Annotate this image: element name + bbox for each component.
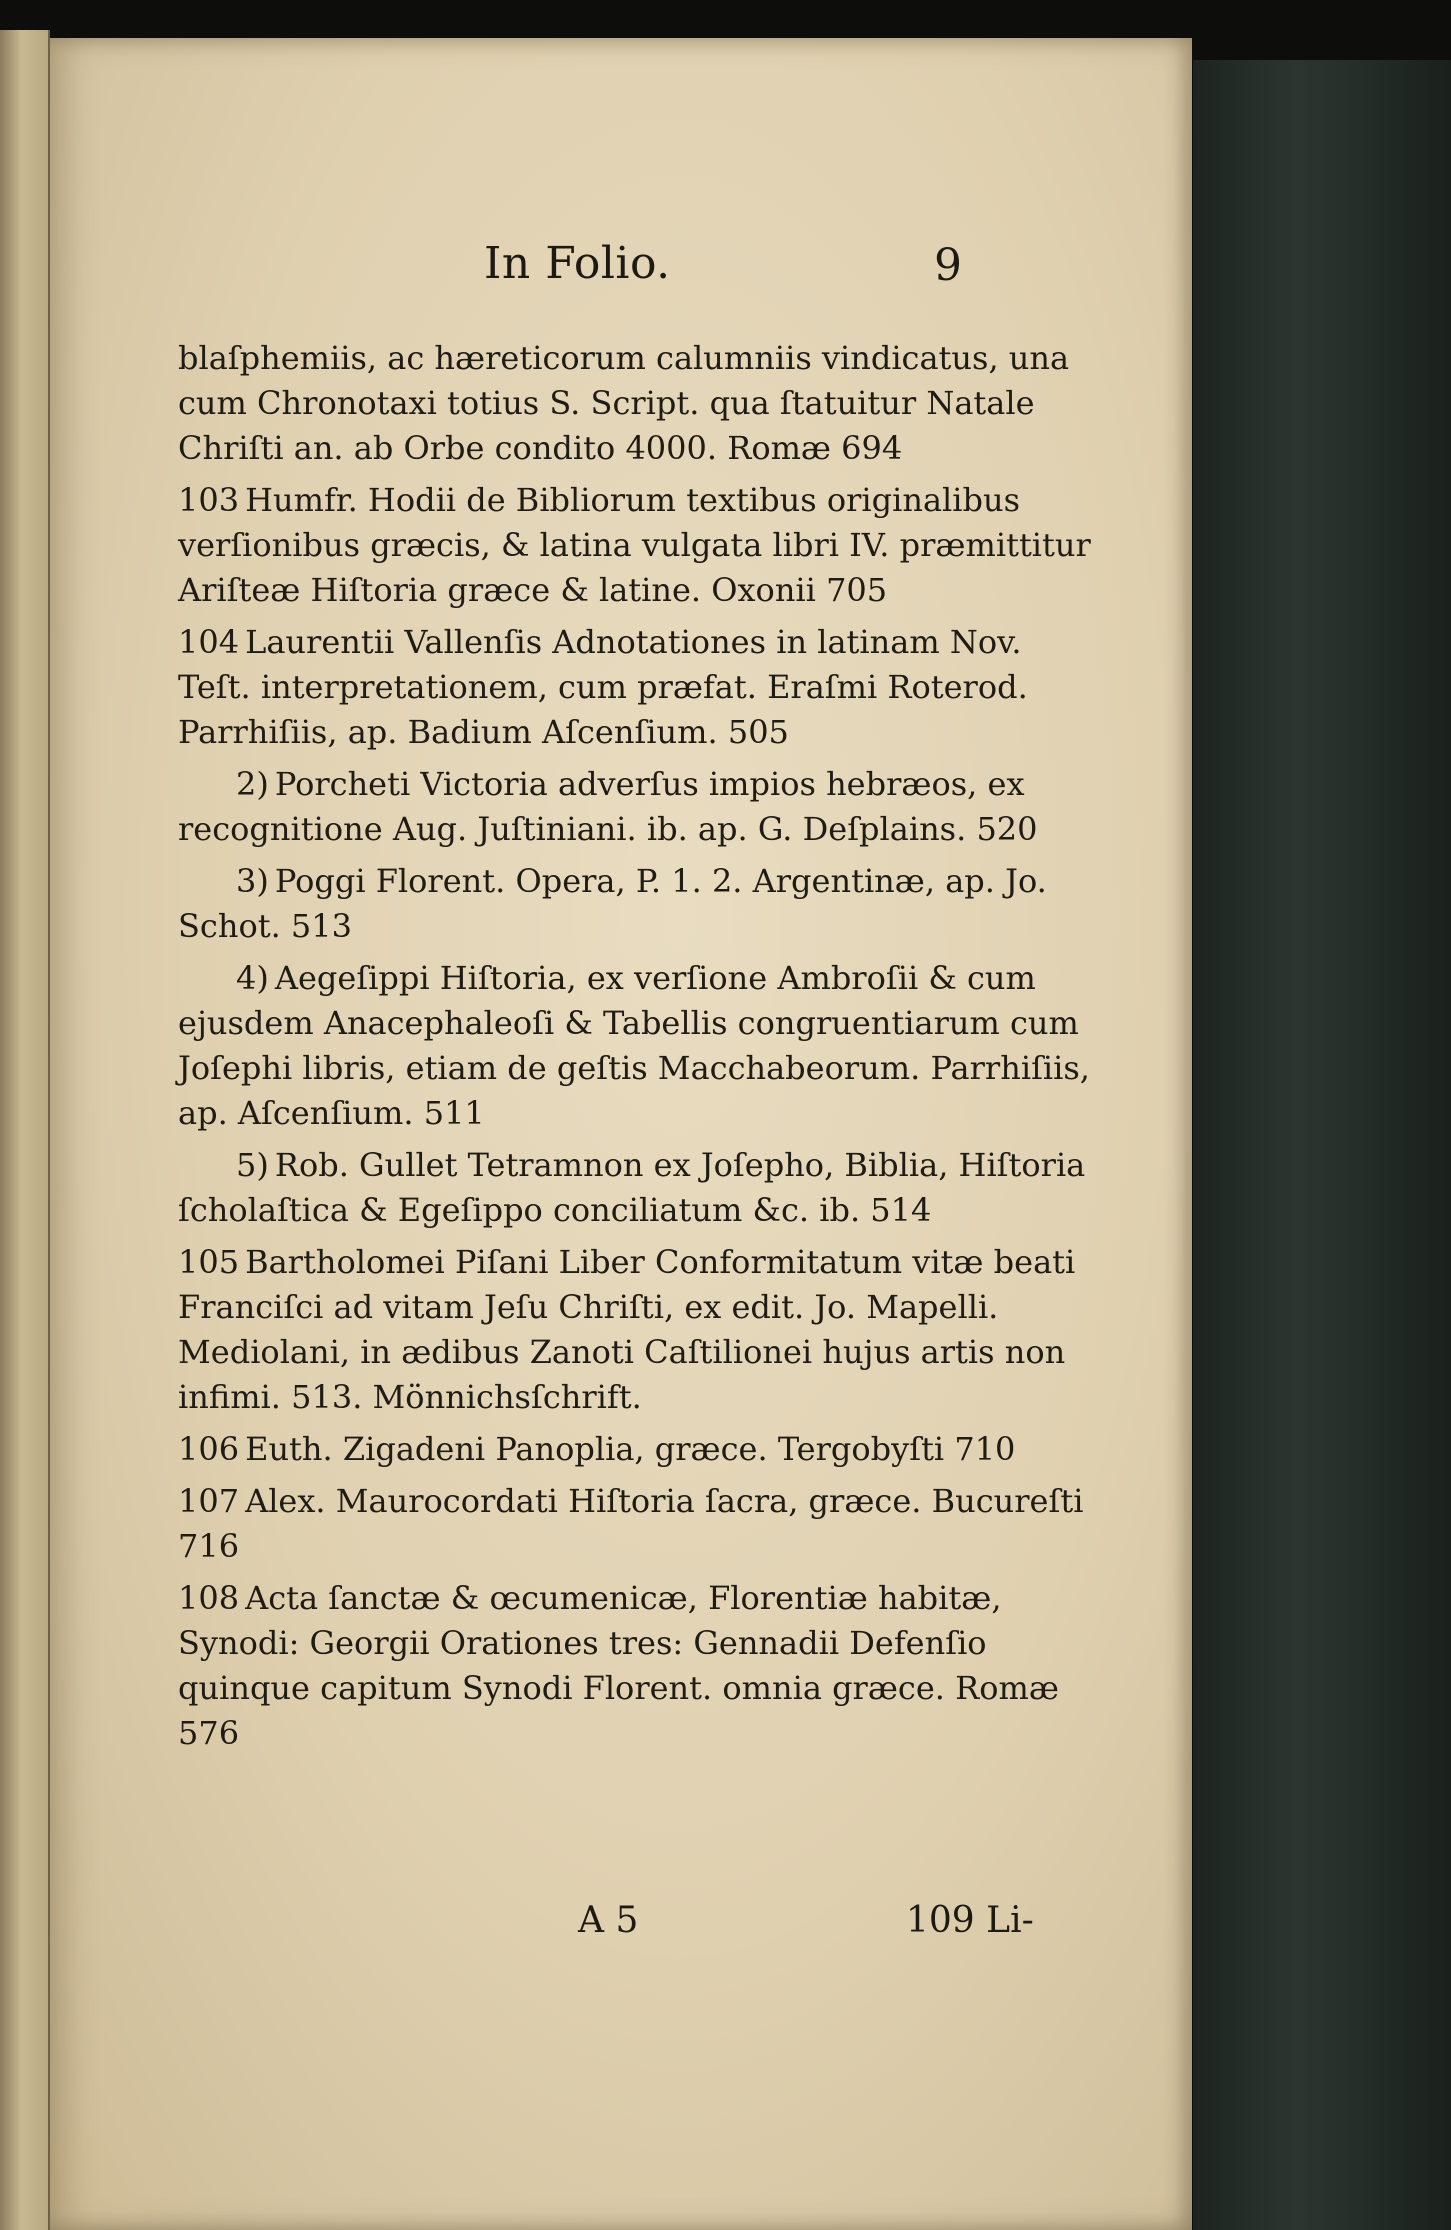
catalog-entry [178,620,1098,755]
entry-text: Humfr. Hodii de Bibliorum textibus originalibus verſionibus græcis, & latina vulgata libri IV. præmittitur Ariſteæ Hiſtoria græce & latine. Oxonii 705 [178,481,1091,609]
catalog-entry [178,1427,1098,1472]
catalog-entry [178,1240,1098,1420]
adjacent-page-edge [0,30,50,2230]
entry-number: 106 [178,1430,240,1468]
entry-text: Rob. Gullet Tetramnon ex Joſepho, Biblia, Hiſtoria ſcholaſtica & Egeſippo conciliatum &c. ib. 514 [178,1146,1086,1229]
entry-text: Euth. Zigadeni Panoplia, græce. Tergobyſti 710 [245,1430,1016,1468]
page-number: 9 [934,240,962,291]
signature-mark: A 5 [578,1900,639,1941]
catalog-entry [178,336,1098,471]
entry-number: 108 [178,1579,240,1617]
entry-text: Alex. Maurocordati Hiſtoria ſacra, græce. Bucureſti 716 [178,1482,1084,1565]
catalog-entry [178,1576,1098,1756]
entry-text: Poggi Florent. Opera, P. 1. 2. Argentinæ, ap. Jo. Schot. 513 [178,862,1047,945]
entry-text: Porcheti Victoria adverſus impios hebræos, ex recognitione Aug. Juſtiniani. ib. ap. G. Deſplains. 520 [178,765,1038,848]
page-footer [50,1900,1192,1950]
entry-number: 3) [236,862,269,900]
entry-text: Acta ſanctæ & œcumenicæ, Florentiæ habitæ, Synodi: Georgii Orationes tres: Gennadii Defenſio quinque capitum Synodi Florent. omnia græce. Romæ 576 [178,1579,1059,1752]
entry-text: blaſphemiis, ac hæreticorum calumniis vindicatus, una cum Chronotaxi totius S. Script. qua ſtatuitur Natale Chriſti an. ab Orbe condito 4000. Romæ 694 [178,339,1070,467]
entry-text: Bartholomei Piſani Liber Conformitatum vitæ beati Franciſci ad vitam Jeſu Chriſti, ex edit. Jo. Mapelli. Mediolani, in ædibus Zanoti Caſtilionei hujus artis non infimi. 513. Mönnichsſchrift. [178,1243,1076,1416]
entry-number: 104 [178,623,240,661]
catalog-subentry [178,859,1098,949]
catalog-entries [178,336,1098,1763]
entry-text: Aegeſippi Hiſtoria, ex verſione Ambroſii & cum ejusdem Anacephaleoſi & Tabellis congruentiarum cum Joſephi libris, etiam de geſtis Macchabeorum. Parrhiſiis, ap. Aſcenſium. 511 [178,959,1090,1132]
entry-number: 5) [236,1146,269,1184]
running-title: In Folio. [484,238,671,289]
page-header [50,238,1192,298]
book-cover-edge [1190,60,1451,2230]
entry-number: 4) [236,959,269,997]
catalog-entry [178,478,1098,613]
catalog-subentry [178,1143,1098,1233]
catchword: 109 Li- [906,1900,1034,1941]
book-page [50,38,1192,2230]
catalog-subentry [178,956,1098,1136]
entry-number: 105 [178,1243,240,1281]
entry-text: Laurentii Vallenſis Adnotationes in latinam Nov. Teſt. interpretationem, cum præfat. Eraſmi Roterod. Parrhiſiis, ap. Badium Aſcenſium. 505 [178,623,1028,751]
entry-number: 2) [236,765,269,803]
catalog-subentry [178,762,1098,852]
entry-number: 103 [178,481,240,519]
catalog-entry [178,1479,1098,1569]
entry-number: 107 [178,1482,240,1520]
